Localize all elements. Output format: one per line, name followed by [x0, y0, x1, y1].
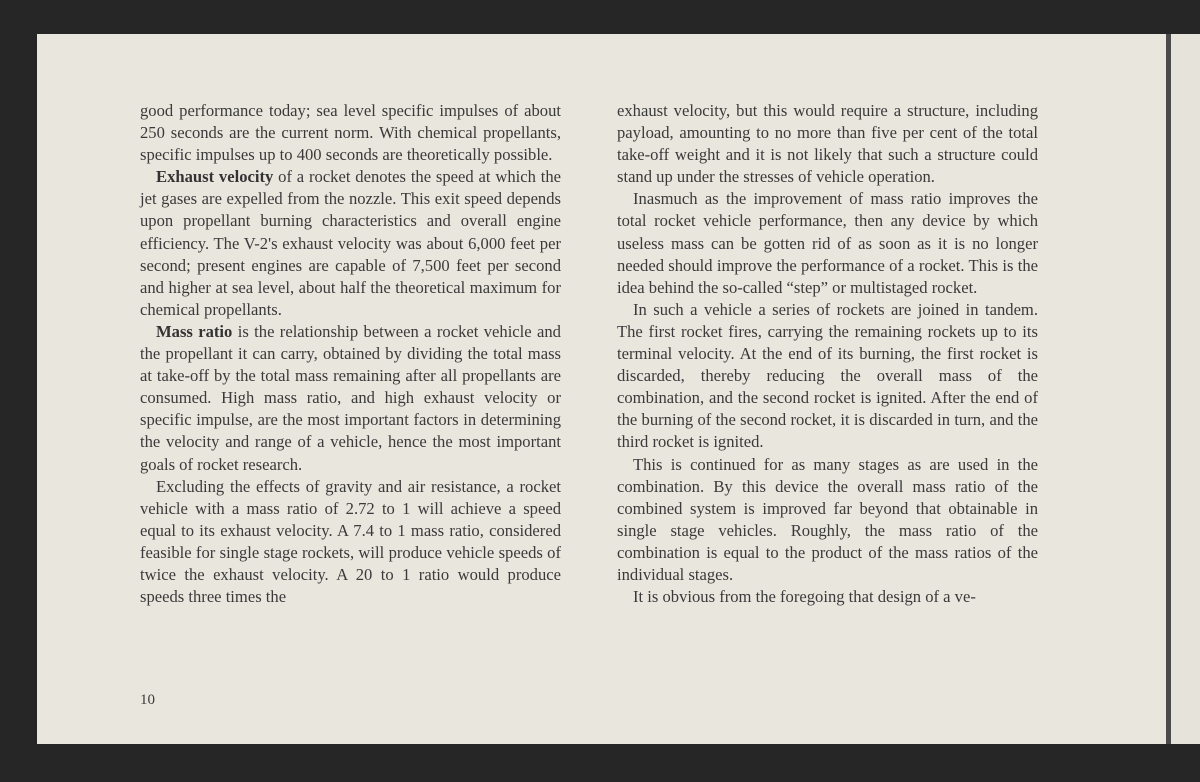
left-column	[140, 100, 561, 608]
paragraph: good performance today; sea level specific impulses of about 250 seconds are the current norm. With chemical propellants, specific impulses up to 400 seconds are theoretically possible.	[140, 101, 561, 165]
term: Exhaust velocity	[156, 167, 274, 187]
paragraph	[140, 321, 561, 476]
paragraph-text: of a rocket denotes the speed at which the jet gases are expelled from the nozzle. This exit speed depends upon propellant burning characteristics and overall engine efficiency. The V-2's exhaust velocity was about 6,000 feet per second; present engines are capable of 7,500 feet per second and higher at sea level, about half the theoretical maximum for chemical propellants.	[140, 167, 561, 319]
page-number: 10	[140, 692, 155, 708]
term: Mass ratio	[156, 321, 233, 341]
paragraph: It is obvious from the foregoing that design of a ve-	[633, 587, 976, 607]
paragraph-text: is the relationship between a rocket vehicle and the propellant it can carry, obtained by dividing the total mass at take-off by the total mass remaining after all propellants are consumed. High mass ratio, and high exhaust velocity or specific impulse, are the most important factors in determining the velocity and range of a vehicle, hence the most important goals of rocket research.	[140, 321, 561, 474]
paragraph: This is continued for as many stages as are used in the combination. By this device the overall mass ratio of the combined system is improved far beyond that obtainable in single stage vehicles. Roughly, the mass ratio of the combination is equal to the product of the mass ratios of the individual stages.	[617, 454, 1038, 584]
paragraph: Inasmuch as the improvement of mass ratio improves the total rocket vehicle performance, then any device by which useless mass can be gotten rid of as soon as it is no longer needed should improve the performance of a rocket. This is the idea behind the so-called “step” or multistaged rocket.	[617, 189, 1038, 297]
next-page-edge	[1171, 34, 1200, 744]
paragraph	[140, 166, 561, 321]
paragraph: Excluding the effects of gravity and air resistance, a rocket vehicle with a mass ratio of 2.72 to 1 will achieve a speed equal to its exhaust velocity. A 7.4 to 1 mass ratio, considered feasible for single stage rockets, will produce vehicle speeds of twice the exhaust velocity. A 20 to 1 ratio would produce speeds three times the	[140, 476, 561, 607]
paragraph: exhaust velocity, but this would require a structure, including payload, amounting to no more than five per cent of the total take-off weight and it is not likely that such a structure could stand up under the stresses of vehicle operation.	[617, 101, 1038, 187]
paragraph: In such a vehicle a series of rockets are joined in tandem. The first rocket fires, carrying the remaining rockets up to its terminal velocity. At the end of its burning, the first rocket is discarded, thereby reducing the overall mass of the combination, and the second rocket is ignited. After the end of the burning of the second rocket, it is discarded in turn, and the third rocket is ignited.	[617, 299, 1038, 452]
right-column	[617, 100, 1038, 608]
